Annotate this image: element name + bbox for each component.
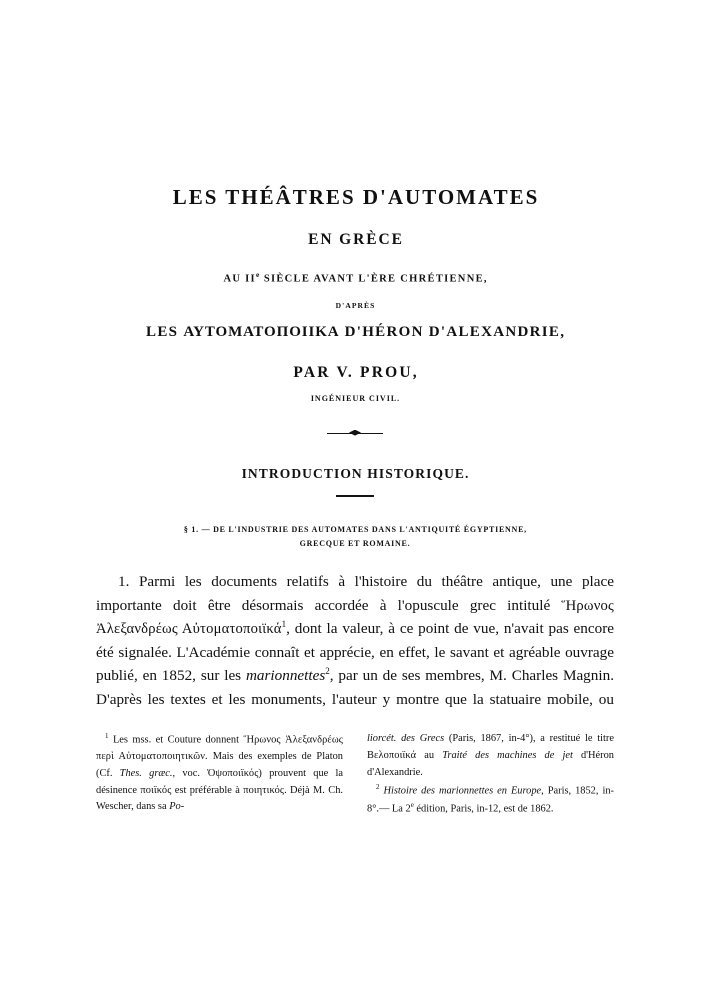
footnote-text: , in-8°.— La (367, 785, 614, 815)
page-title: LES THÉÂTRES D'AUTOMATES (172, 185, 540, 209)
footnote-text: 1862 (530, 803, 551, 815)
author-name: PAR V. PROU, (293, 363, 419, 381)
footnote-text: au (416, 749, 443, 761)
footnote-text: , voc. (172, 767, 208, 779)
footnote-text: est préférable à (171, 784, 244, 796)
footnote-greek-text: ποιητικός (243, 784, 285, 796)
footnote-entry (367, 731, 614, 781)
footnote-text: ) prouvent que la désinence (96, 767, 343, 796)
body-paragraph (96, 570, 614, 711)
footnote-text: 1852 (575, 785, 596, 797)
footnote-entry (96, 731, 343, 816)
greek-work-title: ΑΥΤΟΜΑΤΟΠΟΙΙΚΑ (183, 323, 340, 340)
section-heading: INTRODUCTION HISTORIQUE. (241, 465, 470, 481)
section-marker-line-2: GRECQUE ET ROMAINE. (299, 539, 411, 549)
greek-work-suffix: D'HÉRON D'ALEXANDRIE, (339, 323, 566, 340)
section-divider-rule (336, 495, 374, 498)
year-1852: 1852 (161, 667, 193, 685)
footnote-text: d'Héron d'Alexandrie. (367, 749, 614, 778)
title-block (96, 0, 614, 438)
footnote-italic-text: Thes. græc. (119, 767, 173, 779)
section-paragraph-marker (96, 523, 614, 551)
greek-work-prefix: LES (146, 323, 184, 340)
footnote-italic-text: Histoire des marionnettes en Europe (383, 785, 542, 797)
paragraph-number: 1. (118, 573, 130, 591)
page-content (96, 0, 614, 818)
footnote-greek-text: ποιϊκός (140, 784, 172, 796)
footnote-text: (Paris, (444, 733, 481, 745)
footnote-italic-text: liorcét. des Grecs (367, 733, 445, 745)
subtitle-superscript: e (255, 270, 260, 280)
body-text-part-3: , sur les (192, 667, 246, 685)
title-subtitle-period (96, 270, 614, 285)
footnote-text: Les mss. et Couture donnent (112, 734, 244, 746)
footnote-ref-1[interactable]: 1 (281, 619, 287, 630)
body-text-part-2: , dont la valeur, à ce point de vue, n'avait pas encore été signalée. L'Académie connaît et apprécie, en effet, le savant et agréable ouvrage publié, en (96, 620, 615, 685)
footnote-italic-text: Po- (169, 801, 185, 813)
ornamental-rule-icon (327, 429, 383, 438)
footnote-greek-text: Βελοποιϊκά (367, 749, 417, 761)
footnote-text: Mais des exemples de Platon (Cf. (96, 751, 343, 779)
footnote-marker[interactable]: 2 (376, 783, 380, 792)
italic-marionnettes: marionnettes (245, 667, 326, 685)
footnote-area (96, 731, 614, 818)
footnote-text: , in-4°), a restitué le titre (501, 733, 614, 745)
footnote-column-right (367, 731, 614, 818)
footnote-entry (367, 782, 614, 818)
title-subtitle-location: EN GRÈCE (308, 231, 404, 249)
footnote-text: . (550, 803, 554, 815)
footnote-greek-text: Ὀψοποιϊκός (207, 767, 259, 779)
footnote-marker[interactable]: 1 (105, 732, 109, 741)
section-marker-line-1: § 1. — DE L'INDUSTRIE DES AUTOMATES DANS L'ANTIQUITÉ ÉGYPTIENNE, (183, 525, 527, 535)
footnote-italic-text: Traité des machines de jet (442, 749, 573, 761)
footnote-column-left (96, 731, 343, 818)
subtitle-prefix: AU II (223, 273, 256, 285)
footnote-text: . Déjà M. Ch. Wescher, dans sa (96, 784, 343, 813)
footnote-text: 1867 (480, 733, 502, 745)
footnote-text: 2 (405, 803, 411, 815)
body-text-part-1: Parmi les documents relatifs à l'histoire du théâtre antique, une place importante doit être désormais accordée à l'opuscule grec intitulé (96, 573, 614, 614)
body-text-part-4: , par un de ses membres, M. Charles Magnin. D'après les textes et les monuments, l'auteur y montre que la statuaire mobile, ou (96, 667, 614, 708)
footnote-text: édition, Paris, in-12, est de (413, 803, 531, 815)
greek-work-title-line (96, 324, 614, 341)
footnote-ref-2[interactable]: 2 (325, 666, 330, 677)
greek-citation: Ἥρωνος Ἀλεξανδρέως Αὐτοματοποιϊκά (96, 597, 614, 638)
footnote-superscript: e (410, 801, 414, 810)
author-role: INGÉNIEUR CIVIL. (310, 393, 401, 403)
footnote-greek-text: Ἥρωνος Ἀλεξανδρέως περὶ Αὐτοματοποιητικῶν. (96, 734, 343, 763)
source-label: D'APRÈS (335, 300, 376, 310)
subtitle-rest: SIÈCLE AVANT L'ÈRE CHRÉTIENNE, (259, 273, 488, 285)
footnote-text: , Paris, (541, 785, 576, 797)
